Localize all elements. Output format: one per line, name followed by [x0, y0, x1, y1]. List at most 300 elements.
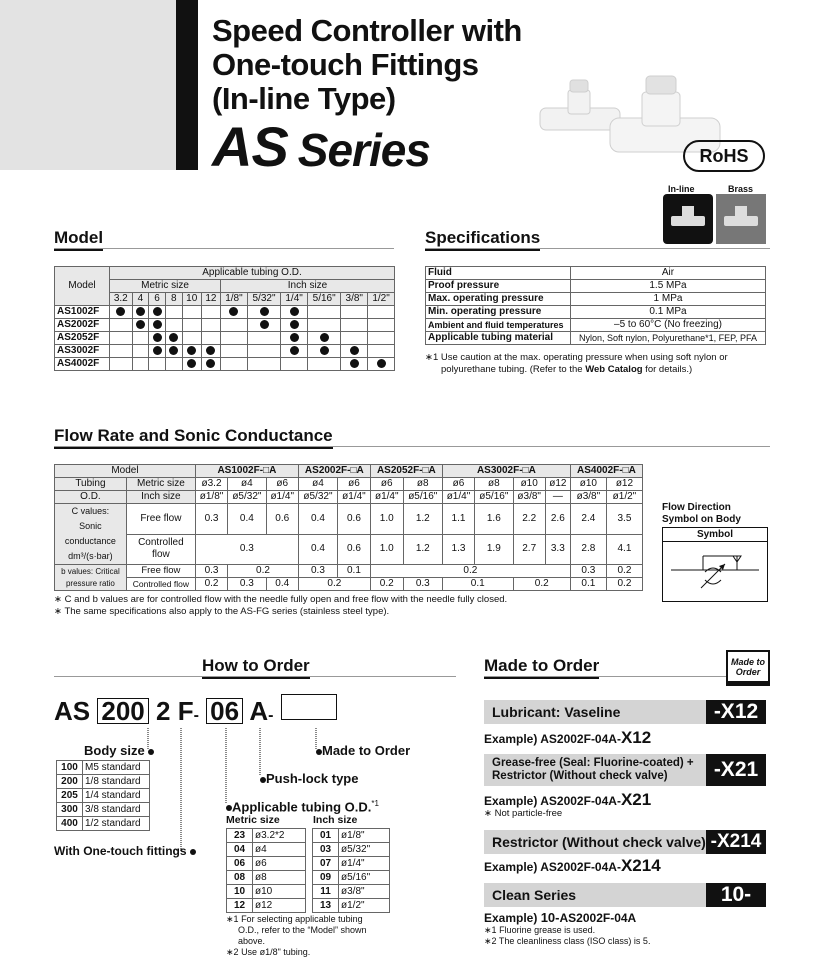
- spec-value: Air: [571, 267, 766, 280]
- inch-od: —: [545, 491, 570, 504]
- option-desc: ø10: [253, 885, 306, 899]
- model-name: AS1002F: [55, 306, 110, 319]
- b-ctrl-value: 0.3: [403, 578, 442, 591]
- compat-cell: [132, 332, 149, 345]
- compat-dot-icon: [169, 333, 178, 342]
- b-controlled-label: Controlled flow: [126, 578, 195, 591]
- symbol-title: Flow Direction Symbol on Body: [662, 502, 741, 525]
- spec-value: 1 MPa: [571, 293, 766, 306]
- model-rule: [54, 248, 394, 249]
- compat-cell: [149, 332, 166, 345]
- spec-value: 0.1 MPa: [571, 306, 766, 319]
- c-controlled-label: Controlled flow: [126, 534, 195, 565]
- compat-dot-icon: [320, 346, 329, 355]
- metric-od: ø6: [442, 478, 474, 491]
- compat-cell: [132, 345, 149, 358]
- compat-dot-icon: [206, 346, 215, 355]
- size-header: 3.2: [110, 293, 133, 306]
- order-option-row: [227, 899, 306, 913]
- compat-dot-icon: [136, 320, 145, 329]
- option-desc: ø1/8": [339, 829, 390, 843]
- mto-x12-bar: Lubricant: Vaseline: [484, 700, 764, 724]
- order-option-row: [227, 829, 306, 843]
- metric-od: ø3.2: [195, 478, 227, 491]
- order-notes: ∗1 For selecting applicable tubing O.D., refer to the “Model” shown above. ∗2 Use ø1/8" tubing.: [226, 914, 367, 957]
- order-inch-label: Inch size: [313, 814, 358, 826]
- compat-cell: [307, 345, 340, 358]
- size-header: 1/4": [281, 293, 308, 306]
- compat-dot-icon: [153, 346, 162, 355]
- inch-od: ø5/32": [298, 491, 337, 504]
- specs-rule: [425, 248, 770, 249]
- compat-cell: [368, 358, 395, 371]
- flow-note-1: C and b values are for controlled flow with the needle fully open and free flow with the needle fully closed.: [64, 594, 508, 605]
- metric-od: ø4: [298, 478, 337, 491]
- title-line-2: One-touch Fittings: [212, 47, 479, 82]
- od-label: O.D.: [55, 491, 127, 504]
- metric-od: ø10: [570, 478, 606, 491]
- rohs-badge: RoHS: [683, 140, 765, 172]
- compat-cell: [201, 332, 220, 345]
- c-ctrl-value: 1.2: [403, 534, 442, 565]
- order-option-row: [313, 899, 390, 913]
- compat-cell: [221, 332, 248, 345]
- compat-cell: [281, 306, 308, 319]
- compat-cell: [182, 332, 201, 345]
- option-desc: ø5/16": [339, 871, 390, 885]
- b-free-value: 0.3: [195, 565, 227, 578]
- specs-note-line1: Use caution at the max. operating pressure when using soft nylon or: [440, 352, 728, 363]
- compat-dot-icon: [260, 320, 269, 329]
- push-lock-label: Push-lock type: [260, 771, 358, 786]
- compat-cell: [281, 319, 308, 332]
- size-header: 4: [132, 293, 149, 306]
- compat-cell: [132, 358, 149, 371]
- order-metric-label: Metric size: [226, 814, 280, 826]
- spec-value: –5 to 60°C (No freezing): [571, 319, 766, 332]
- spec-key: Applicable tubing material: [426, 332, 571, 345]
- compat-dot-icon: [187, 346, 196, 355]
- spec-row: [426, 293, 766, 306]
- mto-heading: Made to Order: [484, 656, 599, 679]
- compat-cell: [165, 345, 182, 358]
- c-free-value: 2.4: [570, 504, 606, 535]
- compat-cell: [247, 332, 280, 345]
- tubing-label: Tubing: [55, 478, 127, 491]
- compat-cell: [281, 345, 308, 358]
- flow-model-2: AS2002F-□A: [298, 465, 370, 478]
- spec-row: [426, 319, 766, 332]
- code-made-to-order-box: [281, 694, 337, 720]
- b-ctrl-value: 0.4: [266, 578, 298, 591]
- order-code: AS 200 2 F- 06 A-: [54, 694, 337, 727]
- compat-cell: [281, 358, 308, 371]
- compat-dot-icon: [350, 359, 359, 368]
- compat-dot-icon: [320, 333, 329, 342]
- compat-cell: [368, 306, 395, 319]
- compat-dot-icon: [350, 346, 359, 355]
- compat-cell: [281, 332, 308, 345]
- inch-od: ø5/32": [228, 491, 266, 504]
- inch-od: ø5/16": [475, 491, 513, 504]
- spec-row: [426, 306, 766, 319]
- b-free-value: 0.3: [570, 565, 606, 578]
- compat-cell: [368, 319, 395, 332]
- code-body-size: 200: [97, 698, 148, 724]
- compat-dot-icon: [169, 346, 178, 355]
- flow-model-1: AS1002F-□A: [195, 465, 298, 478]
- title-panel: [0, 0, 198, 170]
- body-size-label: Body size: [84, 743, 154, 758]
- c-free-value: 2.2: [513, 504, 545, 535]
- option-code: 11: [313, 885, 339, 899]
- option-code: 09: [313, 871, 339, 885]
- variant-brass-label: Brass: [728, 184, 754, 194]
- size-header: 8: [165, 293, 182, 306]
- order-option-row: [57, 817, 150, 831]
- mto-x21-tag: -X21: [706, 754, 766, 786]
- c-values-label: C values: Sonic conductance dm³/(s·bar): [55, 504, 127, 565]
- b-ctrl-value: 0.2: [298, 578, 370, 591]
- model-name: AS4002F: [55, 358, 110, 371]
- c-ctrl-value: 1.9: [475, 534, 513, 565]
- option-desc: M5 standard: [83, 761, 150, 775]
- option-code: 13: [313, 899, 339, 913]
- compat-cell: [341, 306, 368, 319]
- one-touch-label: With One-touch fittings: [54, 844, 196, 858]
- option-code: 200: [57, 775, 83, 789]
- c-ctrl-value: 2.7: [513, 534, 545, 565]
- code-as: AS: [54, 696, 91, 726]
- body-size-table: [56, 760, 150, 831]
- code-a: A: [249, 696, 269, 726]
- b-free-value: 0.3: [298, 565, 337, 578]
- option-desc: 1/8 standard: [83, 775, 150, 789]
- flow-model-5: AS4002F-□A: [570, 465, 642, 478]
- c-free-value: 0.4: [228, 504, 266, 535]
- option-code: 08: [227, 871, 253, 885]
- compat-cell: [201, 306, 220, 319]
- option-desc: 3/8 standard: [83, 803, 150, 817]
- compat-cell: [341, 332, 368, 345]
- option-code: 205: [57, 789, 83, 803]
- page-title: [212, 14, 522, 116]
- code-f: F: [177, 696, 194, 726]
- b-free-value: 0.2: [228, 565, 299, 578]
- c-free-value: 0.6: [266, 504, 298, 535]
- mto-x214-example: Example) AS2002F-04A-X214: [484, 856, 661, 875]
- order-option-row: [57, 761, 150, 775]
- mto-badge: Made to Order: [726, 650, 770, 686]
- variant-brass-icon: [716, 194, 766, 244]
- series-code: AS: [212, 115, 288, 178]
- metric-od: ø10: [513, 478, 545, 491]
- compat-cell: [341, 345, 368, 358]
- compat-dot-icon: [377, 359, 386, 368]
- c-ctrl-value: 0.6: [338, 534, 371, 565]
- compat-cell: [182, 358, 201, 371]
- specs-note-mark: ∗1: [425, 352, 439, 363]
- metric-od: ø8: [475, 478, 513, 491]
- compat-dot-icon: [153, 320, 162, 329]
- compat-dot-icon: [229, 307, 238, 316]
- order-option-row: [57, 775, 150, 789]
- model-row: [55, 306, 395, 319]
- inch-od-table: [312, 828, 390, 913]
- b-ctrl-value: 0.2: [513, 578, 570, 591]
- b-ctrl-value: 0.2: [606, 578, 642, 591]
- compat-dot-icon: [290, 346, 299, 355]
- flow-model-3: AS2052F-□A: [370, 465, 442, 478]
- compat-cell: [307, 306, 340, 319]
- tubing-col: Applicable tubing O.D.: [110, 267, 395, 280]
- compat-cell: [182, 319, 201, 332]
- c-free-value: 3.5: [606, 504, 642, 535]
- metric-od: ø4: [228, 478, 266, 491]
- code-digit: 2: [155, 696, 171, 726]
- compat-cell: [132, 306, 149, 319]
- order-option-row: [227, 843, 306, 857]
- compat-cell: [165, 319, 182, 332]
- inch-od: ø3/8": [513, 491, 545, 504]
- compat-dot-icon: [136, 307, 145, 316]
- option-code: 06: [227, 857, 253, 871]
- metric-od: ø6: [266, 478, 298, 491]
- inch-col: Inch size: [221, 280, 395, 293]
- inch-od: ø3/8": [570, 491, 606, 504]
- c-ctrl-merged: 0.3: [195, 534, 298, 565]
- option-code: 03: [313, 843, 339, 857]
- how-to-order-heading: How to Order: [202, 656, 310, 679]
- compat-cell: [110, 345, 133, 358]
- compat-dot-icon: [153, 333, 162, 342]
- made-to-order-label: Made to Order: [316, 743, 410, 758]
- model-row: [55, 319, 395, 332]
- specs-note-line2c: for details.): [642, 364, 693, 375]
- c-free-value: 0.6: [338, 504, 371, 535]
- order-option-row: [227, 871, 306, 885]
- mto-x214-bar: Restrictor (Without check valve): [484, 830, 764, 854]
- inch-od: ø1/8": [195, 491, 227, 504]
- spec-row: [426, 267, 766, 280]
- compat-cell: [182, 306, 201, 319]
- c-free-flow-label: Free flow: [126, 504, 195, 535]
- spec-key: Fluid: [426, 267, 571, 280]
- compat-cell: [165, 332, 182, 345]
- compat-cell: [307, 358, 340, 371]
- flow-heading: Flow Rate and Sonic Conductance: [54, 426, 333, 449]
- flow-notes: ∗ C and b values are for controlled flow with the needle fully open and free flow with the needle fully closed. ∗ The same specifications also apply to the AS-FG series (stainless steel type).: [54, 594, 508, 617]
- option-code: 07: [313, 857, 339, 871]
- order-option-row: [313, 857, 390, 871]
- option-desc: 1/2 standard: [83, 817, 150, 831]
- compat-dot-icon: [290, 333, 299, 342]
- model-col: Model: [55, 267, 110, 306]
- spec-key: Min. operating pressure: [426, 306, 571, 319]
- option-desc: ø1/2": [339, 899, 390, 913]
- metric-size-label: Metric size: [126, 478, 195, 491]
- order-option-row: [313, 885, 390, 899]
- b-free-value: 0.1: [338, 565, 371, 578]
- compat-cell: [221, 358, 248, 371]
- mto-x21-note: ∗ Not particle-free: [484, 808, 563, 819]
- size-header: 1/2": [368, 293, 395, 306]
- product-small: [540, 80, 620, 130]
- compat-cell: [110, 319, 133, 332]
- inch-od: ø5/16": [403, 491, 442, 504]
- symbol-box: [662, 527, 768, 602]
- mto-x214-tag: -X214: [706, 830, 766, 854]
- model-heading: Model: [54, 228, 103, 251]
- option-code: 400: [57, 817, 83, 831]
- size-header: 5/32": [247, 293, 280, 306]
- symbol-label: Symbol: [663, 528, 767, 542]
- compat-dot-icon: [206, 359, 215, 368]
- b-values-label: b values: Critical pressure ratio: [55, 565, 127, 591]
- compat-dot-icon: [290, 307, 299, 316]
- mto-clean-example: Example) 10-AS2002F-04A: [484, 910, 637, 925]
- c-free-value: 2.6: [545, 504, 570, 535]
- compat-cell: [149, 306, 166, 319]
- b-ctrl-value: 0.1: [570, 578, 606, 591]
- metric-od-table: [226, 828, 306, 913]
- compat-cell: [201, 358, 220, 371]
- order-option-row: [227, 857, 306, 871]
- b-ctrl-value: 0.2: [195, 578, 227, 591]
- metric-od: ø8: [403, 478, 442, 491]
- compat-cell: [247, 345, 280, 358]
- mto-x12-tag: -X12: [706, 700, 766, 724]
- model-row: [55, 345, 395, 358]
- spec-key: Ambient and fluid temperatures: [426, 319, 571, 332]
- size-header: 3/8": [341, 293, 368, 306]
- compat-cell: [201, 345, 220, 358]
- compat-dot-icon: [290, 320, 299, 329]
- b-ctrl-value: 0.2: [370, 578, 403, 591]
- mto-clean-notes: ∗1 Fluorine grease is used. ∗2 The cleanliness class (ISO class) is 5.: [484, 925, 651, 946]
- spec-value: Nylon, Soft nylon, Polyurethane*1, FEP, PFA: [571, 332, 766, 345]
- option-code: 12: [227, 899, 253, 913]
- flow-model-4: AS3002F-□A: [442, 465, 570, 478]
- inch-od: ø1/4": [266, 491, 298, 504]
- compat-cell: [182, 345, 201, 358]
- metric-od: ø6: [338, 478, 371, 491]
- compat-cell: [201, 319, 220, 332]
- specs-table: [425, 266, 766, 345]
- series-word: Series: [297, 124, 430, 176]
- compat-cell: [247, 306, 280, 319]
- spec-row: [426, 280, 766, 293]
- compat-dot-icon: [116, 307, 125, 316]
- specs-note-line2a: polyurethane tubing. (Refer to the: [441, 364, 586, 375]
- order-option-row: [313, 871, 390, 885]
- model-name: AS2052F: [55, 332, 110, 345]
- code-tubing: 06: [206, 698, 243, 724]
- mto-x21-bar: Grease-free (Seal: Fluorine-coated) + Restrictor (Without check valve): [484, 754, 764, 786]
- title-line-1: Speed Controller with: [212, 13, 522, 48]
- option-desc: ø3.2*2: [253, 829, 306, 843]
- inch-od: ø1/2": [606, 491, 642, 504]
- compat-cell: [110, 306, 133, 319]
- order-option-row: [57, 803, 150, 817]
- compat-cell: [368, 332, 395, 345]
- order-rule: [54, 676, 456, 677]
- flow-symbol-icon: [663, 542, 767, 600]
- inch-od: ø1/4": [338, 491, 371, 504]
- c-free-value: 0.4: [298, 504, 337, 535]
- compat-cell: [149, 345, 166, 358]
- metric-col: Metric size: [110, 280, 221, 293]
- compat-dot-icon: [153, 307, 162, 316]
- inch-od: ø1/4": [442, 491, 474, 504]
- inch-size-label: Inch size: [126, 491, 195, 504]
- c-free-value: 1.0: [370, 504, 403, 535]
- option-code: 300: [57, 803, 83, 817]
- compat-dot-icon: [187, 359, 196, 368]
- c-free-value: 1.2: [403, 504, 442, 535]
- c-ctrl-value: 3.3: [545, 534, 570, 565]
- metric-od: ø12: [606, 478, 642, 491]
- variant-inline-icon: [663, 194, 713, 244]
- option-desc: ø12: [253, 899, 306, 913]
- series-name: [212, 112, 430, 185]
- option-desc: ø1/4": [339, 857, 390, 871]
- metric-od: ø6: [370, 478, 403, 491]
- compat-cell: [368, 345, 395, 358]
- c-free-value: 0.3: [195, 504, 227, 535]
- option-desc: ø5/32": [339, 843, 390, 857]
- compat-cell: [110, 358, 133, 371]
- b-ctrl-value: 0.1: [442, 578, 513, 591]
- spec-row: [426, 332, 766, 345]
- specs-heading: Specifications: [425, 228, 540, 251]
- spec-value: 1.5 MPa: [571, 280, 766, 293]
- spec-key: Proof pressure: [426, 280, 571, 293]
- c-ctrl-value: 1.3: [442, 534, 474, 565]
- model-row: [55, 332, 395, 345]
- c-ctrl-value: 0.4: [298, 534, 337, 565]
- size-header: 12: [201, 293, 220, 306]
- c-free-value: 1.1: [442, 504, 474, 535]
- order-option-row: [313, 843, 390, 857]
- size-header: 10: [182, 293, 201, 306]
- mto-x21-example: Example) AS2002F-04A-X21: [484, 790, 652, 809]
- b-free-flow-label: Free flow: [126, 565, 195, 578]
- option-code: 100: [57, 761, 83, 775]
- size-header: 1/8": [221, 293, 248, 306]
- c-ctrl-value: 2.8: [570, 534, 606, 565]
- compat-cell: [247, 319, 280, 332]
- spec-key: Max. operating pressure: [426, 293, 571, 306]
- size-header: 6: [149, 293, 166, 306]
- option-code: 23: [227, 829, 253, 843]
- compat-cell: [132, 319, 149, 332]
- compat-cell: [221, 306, 248, 319]
- compat-cell: [110, 332, 133, 345]
- title-accent-bar: [176, 0, 198, 170]
- option-desc: ø4: [253, 843, 306, 857]
- b-free-value: 0.2: [370, 565, 570, 578]
- option-desc: ø8: [253, 871, 306, 885]
- compat-cell: [165, 306, 182, 319]
- flow-note-2: The same specifications also apply to the AS-FG series (stainless steel type).: [64, 606, 390, 617]
- order-option-row: [57, 789, 150, 803]
- title-line-3: (In-line Type): [212, 81, 396, 116]
- c-ctrl-value: 4.1: [606, 534, 642, 565]
- compat-cell: [149, 358, 166, 371]
- order-option-row: [227, 885, 306, 899]
- b-free-value: 0.2: [606, 565, 642, 578]
